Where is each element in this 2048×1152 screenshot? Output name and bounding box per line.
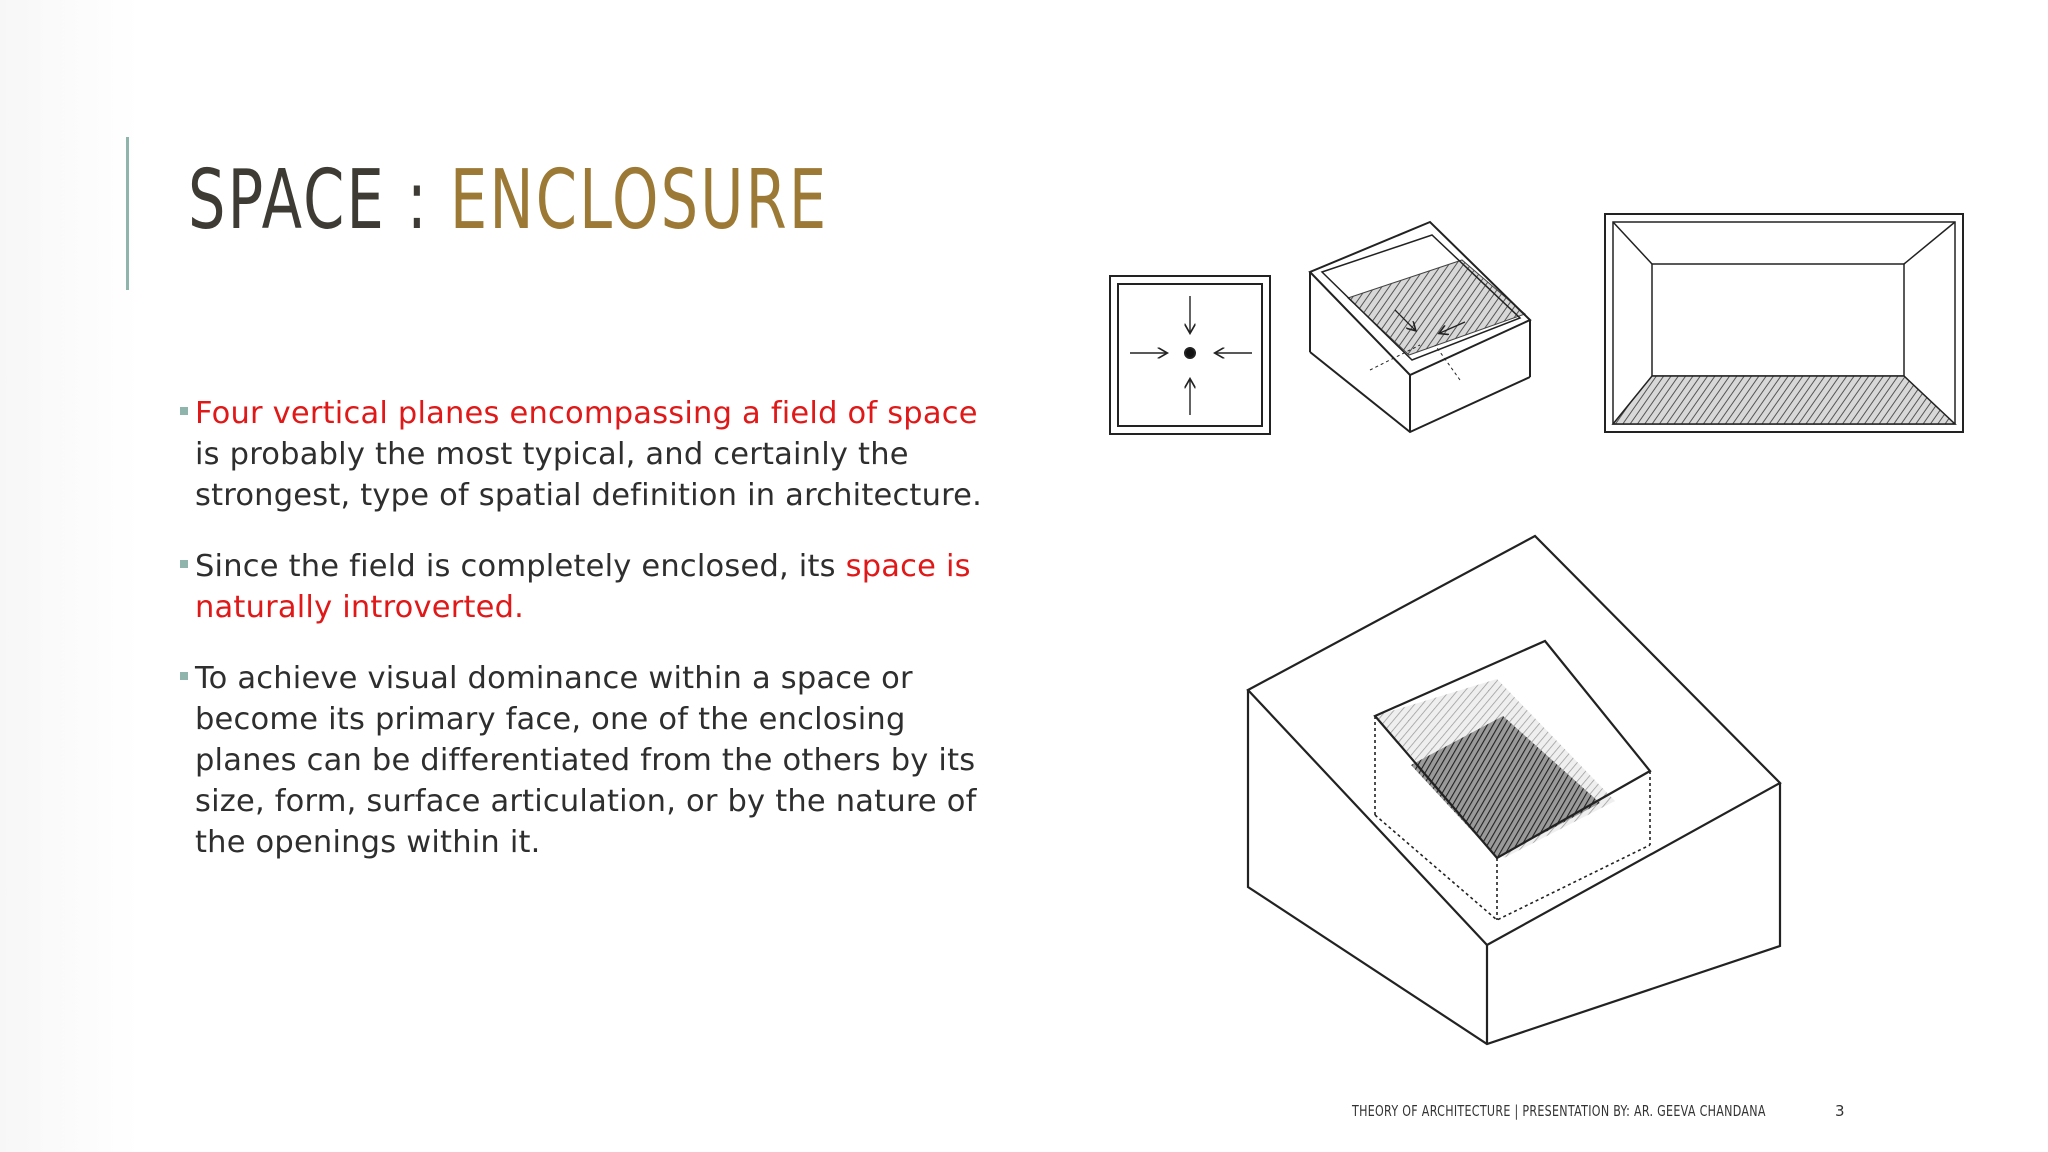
- bullet-3-text: To achieve visual dominance within a space or become its primary face, one of the enclosing planes can be differentiated from the others by its size, form, surface articulation, or by the nature of the openings within it.: [195, 661, 977, 860]
- open-box-diagram: [1310, 222, 1530, 432]
- bullet-1-highlight: Four vertical planes encompassing a field of space: [195, 396, 978, 431]
- title-separator: :: [385, 153, 450, 248]
- footer-text: THEORY OF ARCHITECTURE | PRESENTATION BY: AR. GEEVA CHANDANA: [1352, 1102, 1766, 1120]
- title-part-space: SPACE: [188, 153, 386, 248]
- plan-diagram: [1110, 276, 1270, 434]
- isometric-courtyard-diagram: [1248, 536, 1780, 1044]
- bullet-2-text: Since the field is completely enclosed, its: [195, 549, 846, 584]
- center-point-icon: [1185, 348, 1195, 358]
- room-perspective-diagram: [1605, 214, 1963, 432]
- bullet-2-highlight: space is naturally introverted.: [195, 549, 971, 625]
- bullet-1-text: is probably the most typical, and certainly the strongest, type of spatial definition in architecture.: [195, 437, 983, 513]
- page-number: 3: [1835, 1102, 1845, 1120]
- title-part-enclosure: ENCLOSURE: [449, 153, 829, 248]
